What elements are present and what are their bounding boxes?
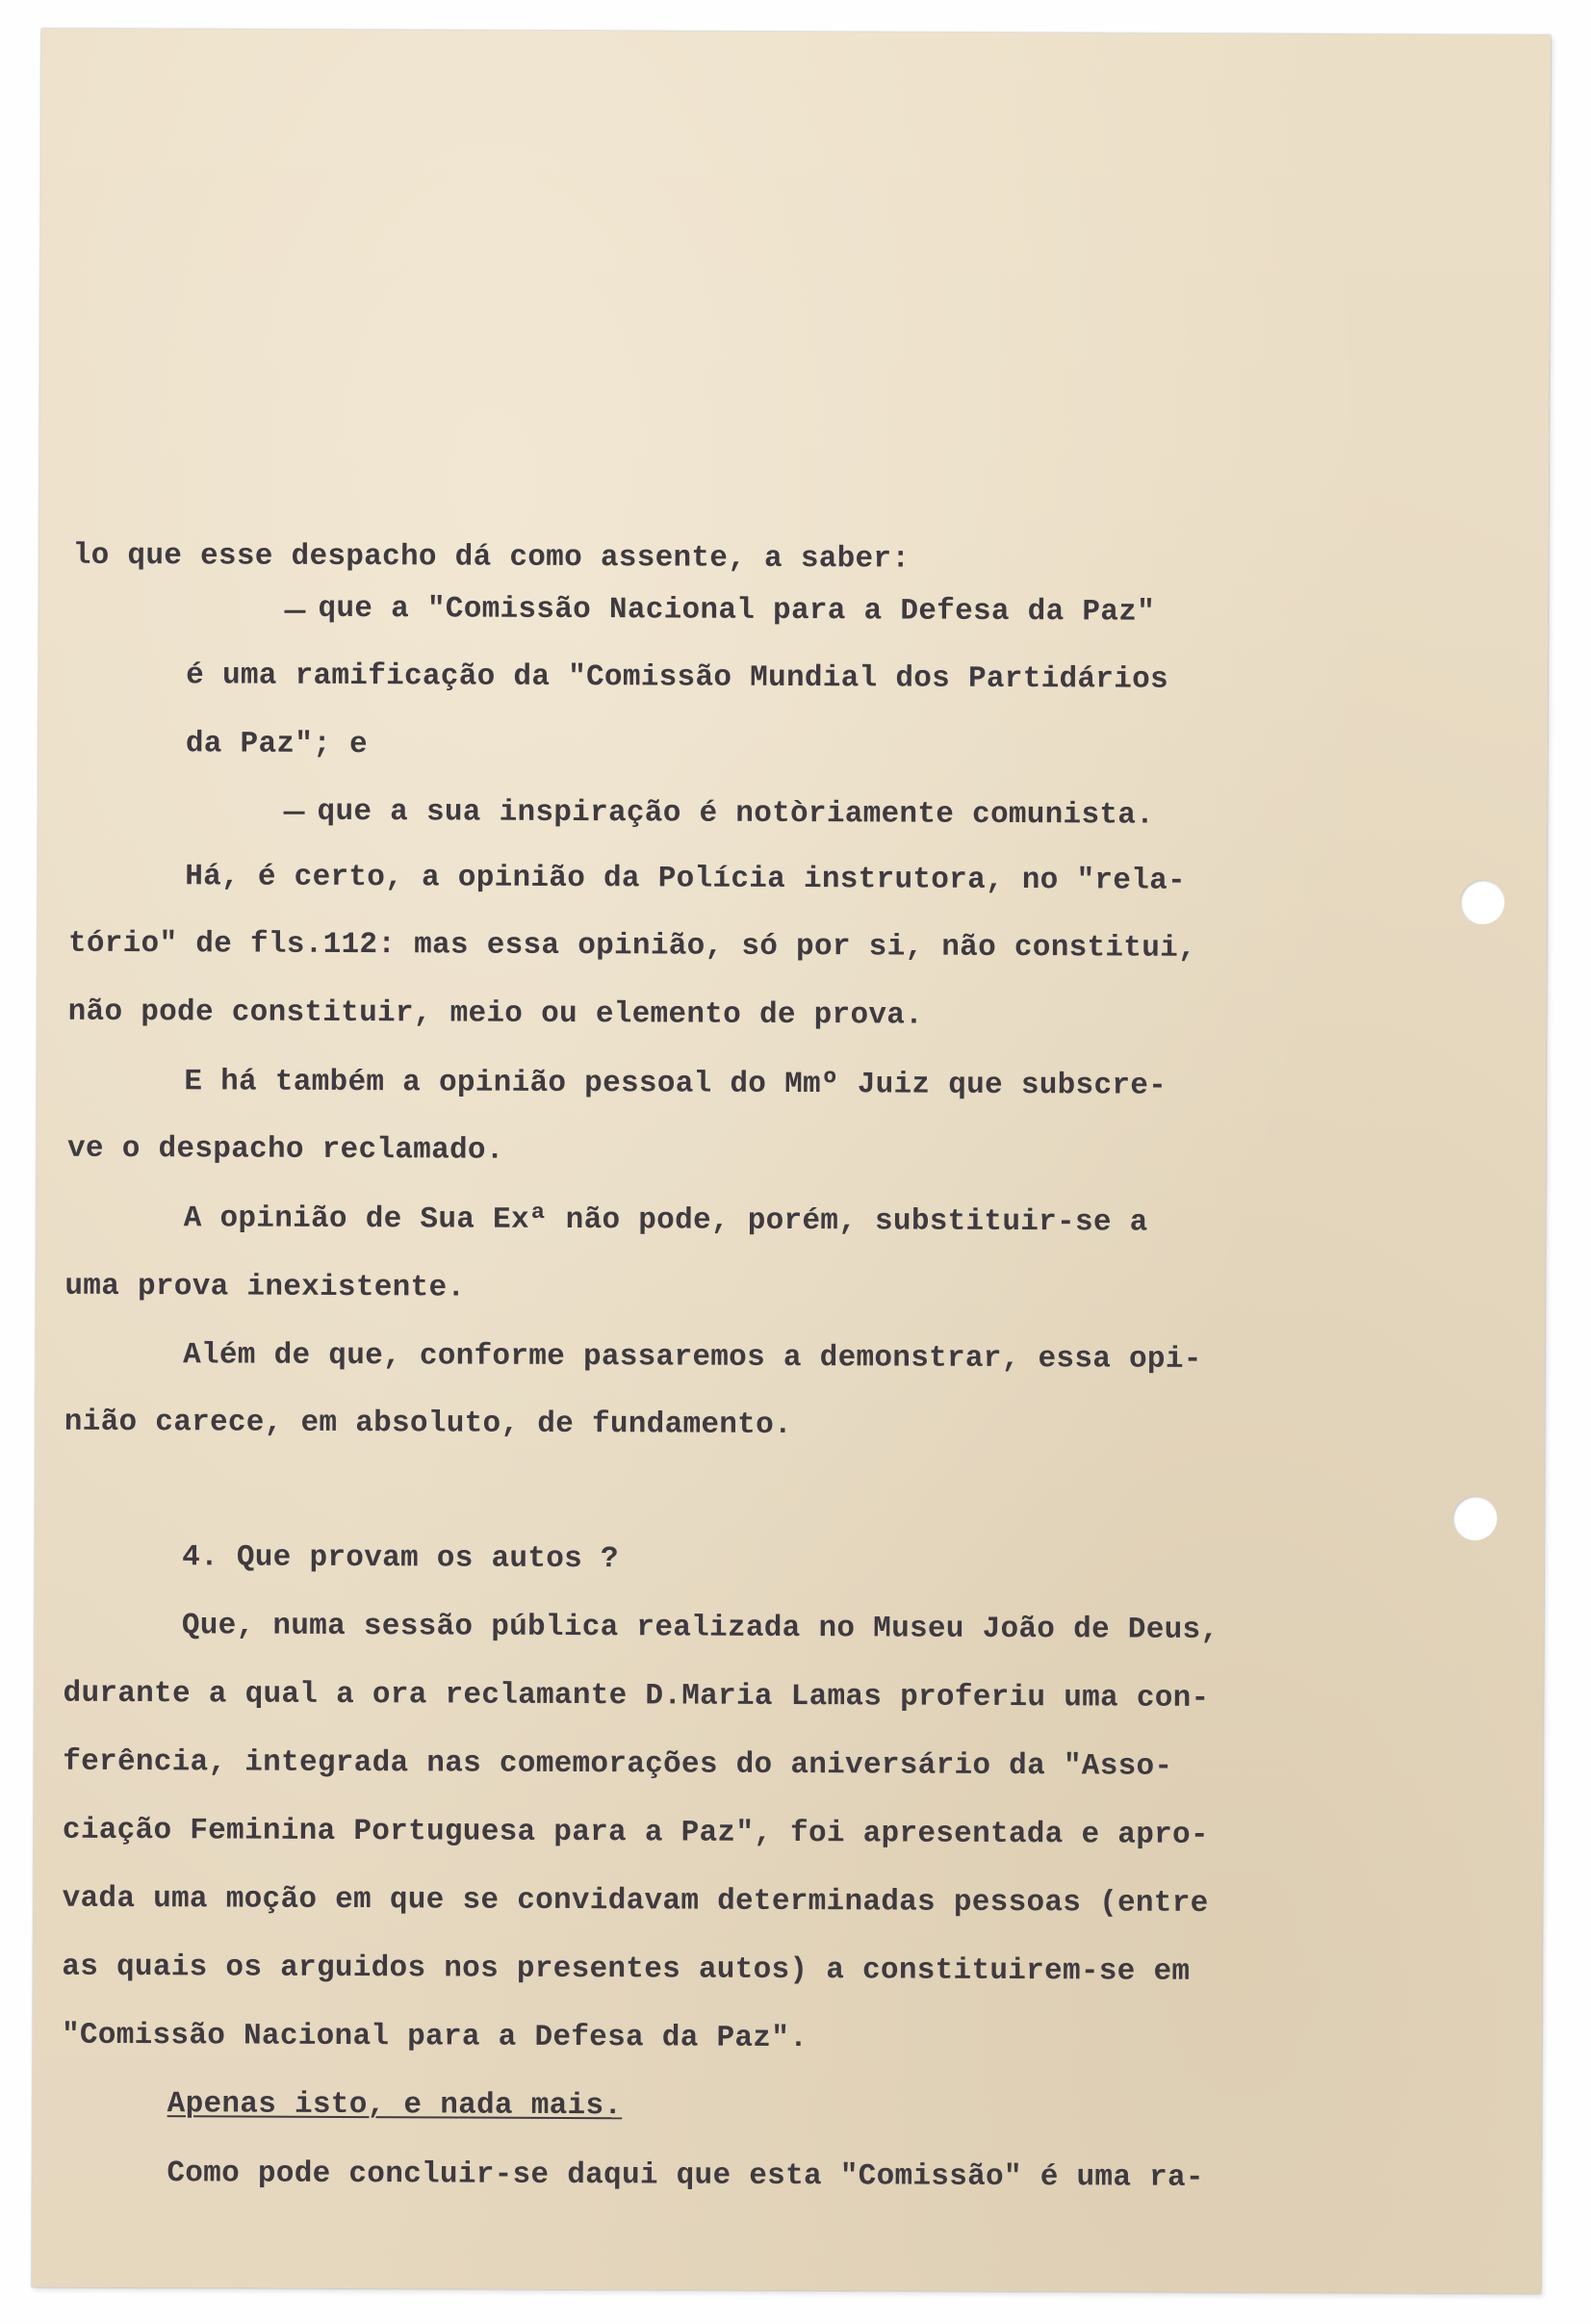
text-line-21: as quais os arguidos nos presentes autos) a constituirem-se em	[62, 1950, 1191, 1989]
text-line-16: Que, numa sessão pública realizada no Museu João de Deus,	[181, 1609, 1219, 1647]
text-line-14: nião carece, em absoluto, de fundamento.	[64, 1405, 793, 1443]
list-dash-2	[284, 812, 305, 814]
text-line-4: da Paz"; e	[185, 727, 368, 762]
typewritten-sheet	[32, 29, 1551, 2294]
text-line-19: ciação Feminina Portuguesa para a Paz", foi apresentada e apro-	[62, 1813, 1209, 1852]
text-line-2: que a "Comissão Nacional para a Defesa da Paz"	[318, 591, 1156, 630]
text-line-7: tório" de fls.112: mas essa opinião, só por si, não constitui,	[67, 926, 1197, 966]
text-line-8: não pode constituir, meio ou elemento de prova.	[67, 994, 924, 1033]
text-line-13: Além de que, conforme passaremos a demonstrar, essa opi-	[183, 1338, 1202, 1377]
text-line-10: ve o despacho reclamado.	[66, 1131, 504, 1168]
punch-hole-bottom	[1452, 1496, 1497, 1540]
text-line-5: que a sua inspiração é notòriamente comunista.	[317, 794, 1155, 833]
text-line-17: durante a qual a ora reclamante D.Maria Lamas proferiu uma con-	[63, 1676, 1210, 1716]
text-line-23-underlined: Apenas isto, e nada mais.	[167, 2087, 623, 2124]
text-line-18: ferência, integrada nas comemorações do aniversário da "Asso-	[63, 1744, 1173, 1784]
punch-hole-top	[1460, 880, 1504, 924]
text-line-1: lo que esse despacho dá como assente, a saber:	[72, 538, 911, 577]
text-line-6: Há, é certo, a opinião da Polícia instrutora, no "rela-	[185, 860, 1187, 898]
text-line-12: uma prova inexistente.	[64, 1269, 466, 1305]
text-line-24: Como pode concluir-se daqui que esta "Comissão" é uma ra-	[167, 2156, 1204, 2195]
text-line-9: E há também a opinião pessoal do Mmº Juiz que subscre-	[184, 1065, 1168, 1103]
list-dash-1	[284, 610, 305, 613]
text-line-3-a: é uma ramificação da "Comissão Mundial dos Partidários	[186, 658, 1169, 697]
text-line-20: vada uma moção em que se convidavam determinadas pessoas (entre	[62, 1881, 1209, 1921]
section-heading-4: 4. Que provam os autos ?	[182, 1540, 619, 1577]
text-line-22: "Comissão Nacional para a Defesa da Paz".	[61, 2018, 808, 2056]
text-line-11: A opinião de Sua Exª não pode, porém, substituir-se a	[183, 1201, 1148, 1240]
text-line-3	[186, 658, 1168, 697]
